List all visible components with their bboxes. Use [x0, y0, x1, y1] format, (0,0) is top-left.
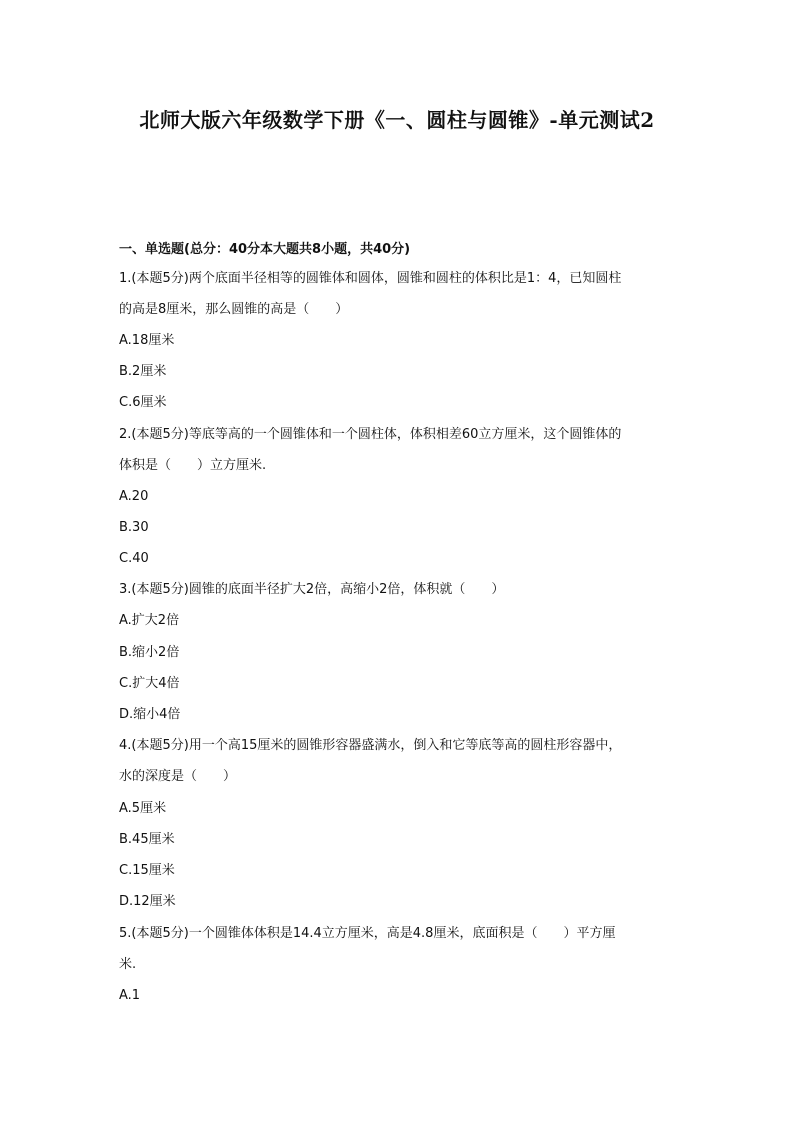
question-1-option-c: C.6厘米: [119, 395, 167, 410]
question-3-option-b: B.缩小2倍: [119, 645, 180, 660]
question-5-line-1: 5.(本题5分)一个圆锥体体积是14.4立方厘米，高是4.8厘米，底面积是（ ）平方厘: [119, 926, 616, 941]
question-3-option-d: D.缩小4倍: [119, 707, 181, 722]
question-5-option-a: A.1: [119, 988, 141, 1003]
question-2-option-b: B.30: [119, 520, 149, 535]
section-heading: 一、单选题(总分：40分本大题共8小题，共40分): [119, 242, 411, 257]
question-4-line-2: 水的深度是（ ）: [119, 769, 237, 784]
document-title: 北师大版六年级数学下册《一、圆柱与圆锥》-单元测试2: [139, 108, 655, 132]
question-5-line-2: 米.: [119, 957, 137, 972]
question-1-option-b: B.2厘米: [119, 364, 167, 379]
question-1-line-1: 1.(本题5分)两个底面半径相等的圆锥体和圆体，圆锥和圆柱的体积比是1：4，已知圆柱: [119, 271, 622, 286]
question-4-option-b: B.45厘米: [119, 832, 175, 847]
question-1-option-a: A.18厘米: [119, 333, 175, 348]
question-4-line-1: 4.(本题5分)用一个高15厘米的圆锥形容器盛满水，倒入和它等底等高的圆柱形容器中，: [119, 738, 622, 753]
question-2-line-2: 体积是（ ）立方厘米.: [119, 458, 267, 473]
question-2-line-1: 2.(本题5分)等底等高的一个圆锥体和一个圆柱体，体积相差60立方厘米，这个圆锥体的: [119, 427, 622, 442]
question-4-option-d: D.12厘米: [119, 894, 176, 909]
question-3-option-c: C.扩大4倍: [119, 676, 180, 691]
question-4-option-a: A.5厘米: [119, 801, 167, 816]
question-4-option-c: C.15厘米: [119, 863, 175, 878]
question-3-option-a: A.扩大2倍: [119, 613, 180, 628]
question-3-line-1: 3.(本题5分)圆锥的底面半径扩大2倍，高缩小2倍，体积就（ ）: [119, 582, 505, 597]
question-2-option-c: C.40: [119, 551, 149, 566]
question-1-line-2: 的高是8厘米，那么圆锥的高是（ ）: [119, 302, 349, 317]
question-2-option-a: A.20: [119, 489, 149, 504]
